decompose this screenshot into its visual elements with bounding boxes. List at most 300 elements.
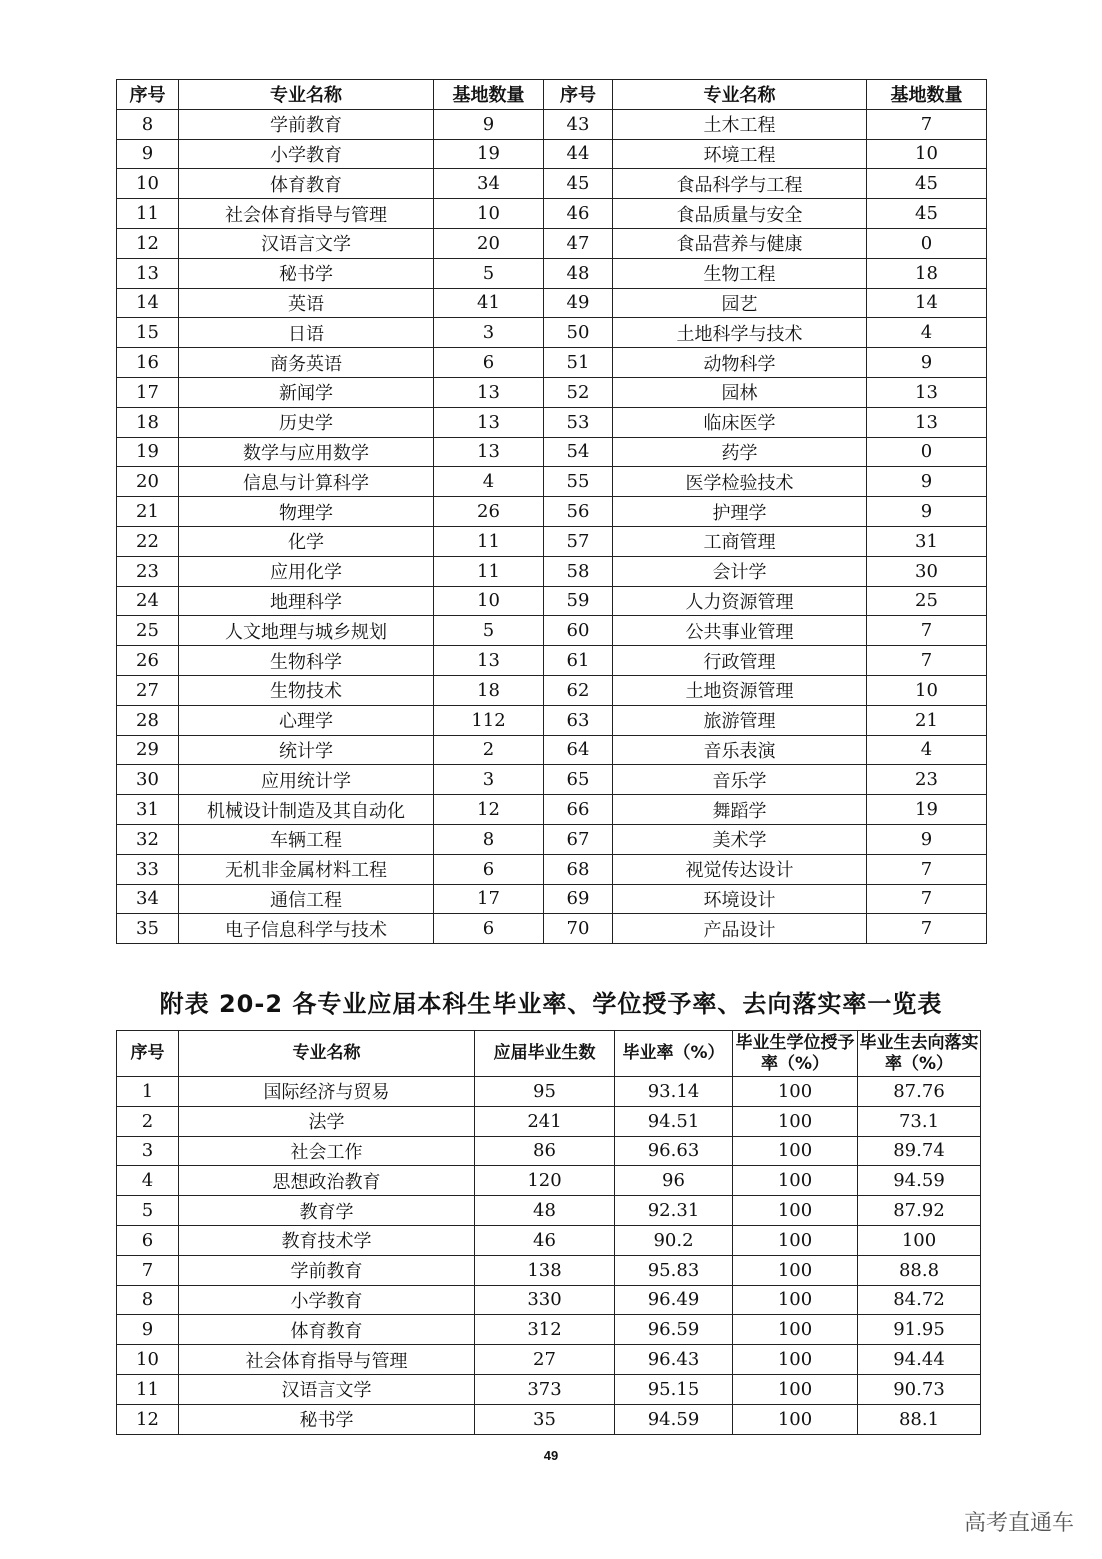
table-cell: 2 [117,1106,179,1136]
table-cell: 48 [475,1196,615,1226]
table-cell: 84.72 [858,1285,981,1315]
table-cell: 护理学 [613,497,867,527]
table-cell: 12 [117,1404,179,1434]
table-cell: 英语 [179,288,434,318]
table-cell: 138 [475,1255,615,1285]
header-cell: 专业名称 [179,1031,475,1077]
table-cell: 90.73 [858,1374,981,1404]
table-cell: 88.8 [858,1255,981,1285]
table-cell: 30 [867,556,987,586]
table-cell: 33 [117,854,179,884]
table-header-row [117,1031,981,1077]
table-cell: 52 [544,377,613,407]
table-cell: 国际经济与贸易 [179,1077,475,1107]
table-cell: 园林 [613,377,867,407]
table-cell: 47 [544,228,613,258]
table-cell: 统计学 [179,735,434,765]
table-cell: 园艺 [613,288,867,318]
table-cell: 73.1 [858,1106,981,1136]
table-row [117,795,987,825]
table-cell: 环境设计 [613,884,867,914]
table-row [117,228,987,258]
table-cell: 13 [117,258,179,288]
table-row [117,705,987,735]
table-cell: 13 [434,437,544,467]
table-cell: 社会工作 [179,1136,475,1166]
table-cell: 45 [867,169,987,199]
table-cell: 69 [544,884,613,914]
table-cell: 100 [733,1345,858,1375]
table-cell: 6 [434,914,544,944]
table-cell: 舞蹈学 [613,795,867,825]
table-cell: 4 [117,1166,179,1196]
table-row [117,556,987,586]
table-cell: 48 [544,258,613,288]
table-cell: 食品质量与安全 [613,199,867,229]
table-cell: 87.92 [858,1196,981,1226]
table-cell: 100 [733,1374,858,1404]
table-cell: 100 [733,1285,858,1315]
table-cell: 学前教育 [179,109,434,139]
table-cell: 94.59 [858,1166,981,1196]
header-cell: 专业名称 [179,80,434,110]
table-cell: 1 [117,1077,179,1107]
table-cell: 96.43 [615,1345,733,1375]
table-cell: 373 [475,1374,615,1404]
table-cell: 100 [733,1136,858,1166]
table-cell: 土木工程 [613,109,867,139]
table-cell: 7 [867,914,987,944]
table-row [117,1136,981,1166]
table-cell: 8 [117,109,179,139]
table-cell: 95.83 [615,1255,733,1285]
table-cell: 25 [117,616,179,646]
table-cell: 95 [475,1077,615,1107]
table-cell: 3 [434,765,544,795]
table-cell: 4 [867,735,987,765]
table-cell: 机械设计制造及其自动化 [179,795,434,825]
table-cell: 46 [475,1225,615,1255]
table-cell: 32 [117,824,179,854]
base-count-table-body [117,109,987,943]
table-cell: 7 [117,1255,179,1285]
watermark: 高考直通车 [963,1511,1074,1536]
table-cell: 17 [434,884,544,914]
table-cell: 13 [867,377,987,407]
table-cell: 汉语言文学 [179,1374,475,1404]
table-cell: 13 [434,377,544,407]
table-cell: 96.63 [615,1136,733,1166]
header-cell: 基地数量 [867,80,987,110]
table-cell: 7 [867,854,987,884]
table-cell: 35 [117,914,179,944]
table-cell: 18 [434,675,544,705]
table-cell: 教育技术学 [179,1225,475,1255]
table-cell: 0 [867,437,987,467]
table-cell: 旅游管理 [613,705,867,735]
table-cell: 65 [544,765,613,795]
table-cell: 10 [434,586,544,616]
table-cell: 100 [733,1315,858,1345]
table-cell: 无机非金属材料工程 [179,854,434,884]
table-cell: 45 [544,169,613,199]
table-cell: 新闻学 [179,377,434,407]
header-cell: 基地数量 [434,80,544,110]
table-cell: 100 [733,1106,858,1136]
table-row [117,854,987,884]
table-cell: 29 [117,735,179,765]
table-cell: 100 [733,1077,858,1107]
table-cell: 日语 [179,318,434,348]
table-row [117,348,987,378]
header-cell: 毕业生学位授予率（%） [733,1031,858,1077]
table-cell: 7 [867,616,987,646]
table-row [117,1255,981,1285]
table-cell: 100 [733,1196,858,1226]
table-cell: 动物科学 [613,348,867,378]
table-cell: 社会体育指导与管理 [179,1345,475,1375]
table-row [117,1404,981,1434]
table-cell: 车辆工程 [179,824,434,854]
table-cell: 2 [434,735,544,765]
table-cell: 19 [434,139,544,169]
table-cell: 思想政治教育 [179,1166,475,1196]
table-cell: 34 [117,884,179,914]
table-cell: 46 [544,199,613,229]
table-cell: 100 [858,1225,981,1255]
table-cell: 18 [117,407,179,437]
table-cell: 9 [867,467,987,497]
table-cell: 6 [434,854,544,884]
table-cell: 土地资源管理 [613,675,867,705]
table-cell: 96 [615,1166,733,1196]
table-cell: 临床医学 [613,407,867,437]
table-cell: 10 [867,675,987,705]
table-cell: 电子信息科学与技术 [179,914,434,944]
table-cell: 13 [867,407,987,437]
table-cell: 94.51 [615,1106,733,1136]
table-row [117,526,987,556]
table-cell: 91.95 [858,1315,981,1345]
table-cell: 64 [544,735,613,765]
table-cell: 20 [434,228,544,258]
table-cell: 信息与计算科学 [179,467,434,497]
table-row [117,497,987,527]
table-cell: 19 [117,437,179,467]
table-cell: 药学 [613,437,867,467]
table-cell: 汉语言文学 [179,228,434,258]
table-row [117,377,987,407]
table-cell: 工商管理 [613,526,867,556]
header-cell: 毕业率（%） [615,1031,733,1077]
table-cell: 应用统计学 [179,765,434,795]
table-cell: 62 [544,675,613,705]
table-row [117,1077,981,1107]
table-cell: 51 [544,348,613,378]
table-cell: 生物工程 [613,258,867,288]
table-cell: 7 [867,884,987,914]
table-header-row [117,80,987,110]
table-cell: 18 [867,258,987,288]
table-cell: 5 [434,258,544,288]
table-cell: 食品科学与工程 [613,169,867,199]
table-cell: 食品营养与健康 [613,228,867,258]
table-cell: 环境工程 [613,139,867,169]
table-cell: 70 [544,914,613,944]
header-cell: 序号 [117,1031,179,1077]
table-cell: 3 [434,318,544,348]
table-cell: 4 [434,467,544,497]
table-cell: 43 [544,109,613,139]
table-row [117,407,987,437]
table-row [117,1285,981,1315]
table-row [117,199,987,229]
table-cell: 16 [117,348,179,378]
table-cell: 9 [117,1315,179,1345]
table-row [117,1196,981,1226]
table-cell: 0 [867,228,987,258]
table-cell: 医学检验技术 [613,467,867,497]
table-cell: 9 [117,139,179,169]
table-cell: 41 [434,288,544,318]
table-cell: 12 [434,795,544,825]
table-cell: 92.31 [615,1196,733,1226]
table-cell: 11 [434,556,544,586]
table-cell: 8 [434,824,544,854]
table-cell: 6 [434,348,544,378]
table-row [117,586,987,616]
table-cell: 28 [117,705,179,735]
table-row [117,437,987,467]
table-row [117,1345,981,1375]
table-cell: 数学与应用数学 [179,437,434,467]
table-cell: 100 [733,1404,858,1434]
table-cell: 120 [475,1166,615,1196]
table-row [117,1225,981,1255]
header-cell: 毕业生去向落实率（%） [858,1031,981,1077]
table-cell: 历史学 [179,407,434,437]
table-cell: 21 [117,497,179,527]
table-cell: 9 [867,497,987,527]
table-cell: 心理学 [179,705,434,735]
table-cell: 7 [867,646,987,676]
table-cell: 63 [544,705,613,735]
table-cell: 31 [867,526,987,556]
table-cell: 55 [544,467,613,497]
table-cell: 10 [117,169,179,199]
table-cell: 体育教育 [179,1315,475,1345]
table-cell: 35 [475,1404,615,1434]
table-cell: 100 [733,1166,858,1196]
table-cell: 社会体育指导与管理 [179,199,434,229]
table-cell: 土地科学与技术 [613,318,867,348]
table-cell: 法学 [179,1106,475,1136]
table-cell: 58 [544,556,613,586]
table-cell: 57 [544,526,613,556]
header-cell: 序号 [117,80,179,110]
table-row [117,1315,981,1345]
table-cell: 14 [117,288,179,318]
table-cell: 行政管理 [613,646,867,676]
table-cell: 50 [544,318,613,348]
table-cell: 教育学 [179,1196,475,1226]
table-cell: 小学教育 [179,139,434,169]
table-cell: 音乐学 [613,765,867,795]
graduation-rate-table-body [117,1077,981,1435]
table-cell: 公共事业管理 [613,616,867,646]
table-row [117,1374,981,1404]
table-cell: 61 [544,646,613,676]
table-cell: 9 [434,109,544,139]
table-row [117,169,987,199]
table-cell: 87.76 [858,1077,981,1107]
table-cell: 商务英语 [179,348,434,378]
table-row [117,318,987,348]
table-cell: 44 [544,139,613,169]
table-cell: 10 [434,199,544,229]
header-cell: 专业名称 [613,80,867,110]
table-cell: 4 [867,318,987,348]
table-cell: 地理科学 [179,586,434,616]
table-cell: 19 [867,795,987,825]
table-row [117,884,987,914]
table-cell: 6 [117,1225,179,1255]
table-cell: 11 [117,199,179,229]
table-cell: 59 [544,586,613,616]
table-cell: 60 [544,616,613,646]
table-cell: 13 [434,646,544,676]
table-cell: 25 [867,586,987,616]
table-cell: 生物技术 [179,675,434,705]
table-cell: 49 [544,288,613,318]
table-cell: 会计学 [613,556,867,586]
table-cell: 22 [117,526,179,556]
table-cell: 3 [117,1136,179,1166]
table-cell: 10 [117,1345,179,1375]
table-cell: 45 [867,199,987,229]
table-cell: 30 [117,765,179,795]
table-cell: 9 [867,824,987,854]
table-row [117,914,987,944]
table-cell: 26 [434,497,544,527]
table-row [117,467,987,497]
table-row [117,139,987,169]
table-cell: 8 [117,1285,179,1315]
table-cell: 17 [117,377,179,407]
table-cell: 应用化学 [179,556,434,586]
table-cell: 物理学 [179,497,434,527]
table-cell: 美术学 [613,824,867,854]
table-cell: 14 [867,288,987,318]
table-cell: 54 [544,437,613,467]
table-cell: 88.1 [858,1404,981,1434]
table-cell: 视觉传达设计 [613,854,867,884]
table-cell: 94.59 [615,1404,733,1434]
table-cell: 11 [117,1374,179,1404]
table-cell: 312 [475,1315,615,1345]
table-cell: 23 [117,556,179,586]
table-cell: 13 [434,407,544,437]
table-row [117,1166,981,1196]
table-cell: 秘书学 [179,258,434,288]
table-row [117,675,987,705]
table-row [117,258,987,288]
table-cell: 96.49 [615,1285,733,1315]
base-count-table [116,79,987,944]
table-cell: 100 [733,1225,858,1255]
table-cell: 68 [544,854,613,884]
table-cell: 100 [733,1255,858,1285]
table-cell: 音乐表演 [613,735,867,765]
table-row [117,735,987,765]
table-cell: 体育教育 [179,169,434,199]
page-number: 49 [543,1448,559,1463]
table-cell: 20 [117,467,179,497]
table-cell: 产品设计 [613,914,867,944]
table-cell: 15 [117,318,179,348]
table-row [117,1106,981,1136]
table-cell: 人力资源管理 [613,586,867,616]
table-cell: 56 [544,497,613,527]
table-cell: 12 [117,228,179,258]
header-cell: 应届毕业生数 [475,1031,615,1077]
table-cell: 27 [475,1345,615,1375]
table-cell: 通信工程 [179,884,434,914]
table-row [117,765,987,795]
table-cell: 11 [434,526,544,556]
table-cell: 10 [867,139,987,169]
table-cell: 96.59 [615,1315,733,1345]
table-cell: 112 [434,705,544,735]
section-title: 附表 20-2 各专业应届本科生毕业率、学位授予率、去向落实率一览表 [159,990,943,1018]
graduation-rate-table [116,1030,981,1435]
table-row [117,646,987,676]
table-cell: 27 [117,675,179,705]
table-cell: 7 [867,109,987,139]
table-cell: 化学 [179,526,434,556]
table-cell: 86 [475,1136,615,1166]
table-cell: 23 [867,765,987,795]
table-row [117,616,987,646]
table-cell: 9 [867,348,987,378]
table-cell: 生物科学 [179,646,434,676]
header-cell: 序号 [544,80,613,110]
table-cell: 241 [475,1106,615,1136]
table-cell: 秘书学 [179,1404,475,1434]
table-cell: 小学教育 [179,1285,475,1315]
table-row [117,109,987,139]
table-cell: 31 [117,795,179,825]
table-cell: 95.15 [615,1374,733,1404]
table-cell: 24 [117,586,179,616]
table-cell: 90.2 [615,1225,733,1255]
table-cell: 人文地理与城乡规划 [179,616,434,646]
table-cell: 学前教育 [179,1255,475,1285]
table-cell: 94.44 [858,1345,981,1375]
table-cell: 67 [544,824,613,854]
table-cell: 34 [434,169,544,199]
table-cell: 5 [434,616,544,646]
table-cell: 66 [544,795,613,825]
table-cell: 5 [117,1196,179,1226]
table-row [117,824,987,854]
table-cell: 53 [544,407,613,437]
table-cell: 21 [867,705,987,735]
table-cell: 26 [117,646,179,676]
table-cell: 93.14 [615,1077,733,1107]
table-cell: 89.74 [858,1136,981,1166]
table-row [117,288,987,318]
